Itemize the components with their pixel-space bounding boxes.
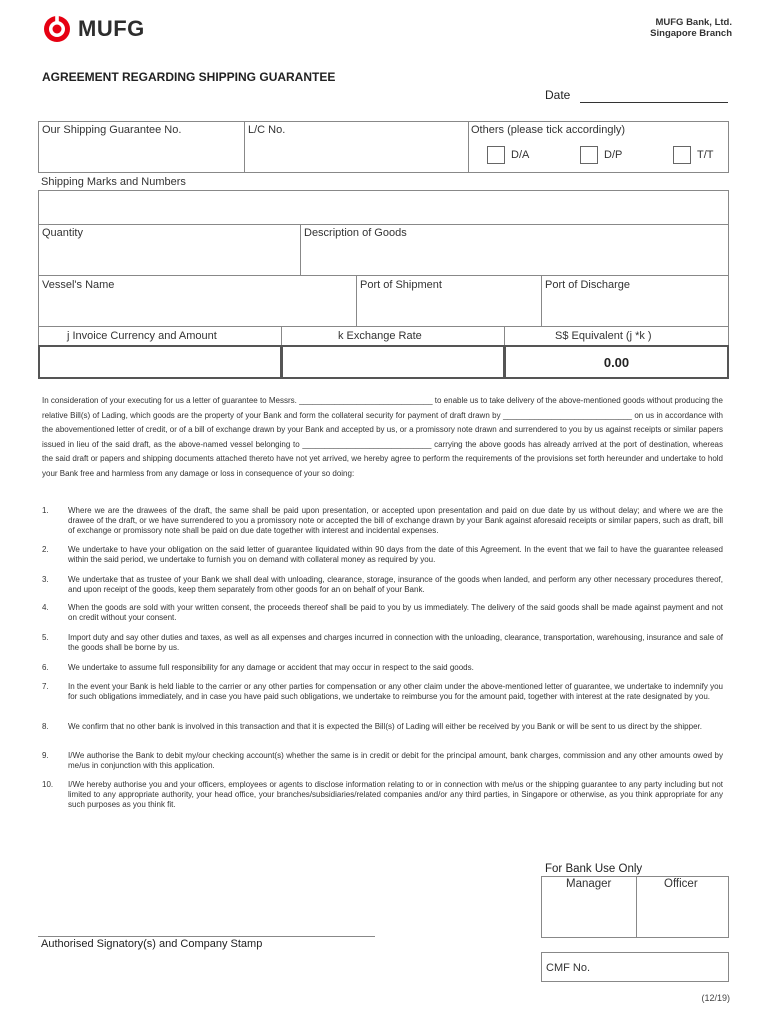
exchange-header [281, 326, 505, 346]
clause-item [42, 575, 723, 595]
invoice-label: j Invoice Currency and Amount [67, 330, 217, 342]
mufg-logo [42, 14, 172, 44]
clause-text: When the goods are sold with your written consent, the proceeds thereof shall be paid to you by us immediately. The delivery of the said goods shall be made against payment and not on credit without your consent. [68, 603, 723, 622]
description-label: Description of Goods [304, 227, 407, 239]
lc-no-label: L/C No. [248, 124, 286, 136]
vessel-field[interactable] [38, 275, 357, 327]
quantity-label: Quantity [42, 227, 83, 239]
description-field[interactable] [300, 224, 729, 276]
clause-item [42, 506, 723, 536]
manager-label: Manager [566, 878, 612, 890]
vessel-label: Vessel's Name [42, 279, 115, 291]
clause-number: 1. [42, 506, 49, 515]
dp-label: D/P [604, 149, 623, 161]
clause-number: 2. [42, 545, 49, 554]
sgd-value: 0.00 [603, 354, 630, 370]
clause-number: 5. [42, 633, 49, 642]
bank-use-label: For Bank Use Only [545, 863, 643, 875]
cmf-box[interactable] [541, 952, 729, 982]
clause-item [42, 751, 723, 771]
signatory-line[interactable] [38, 936, 375, 937]
clause-item [42, 603, 723, 623]
date-field[interactable] [580, 102, 728, 103]
invoice-value-field[interactable] [38, 345, 282, 379]
bank-name: MUFG Bank, Ltd. [655, 17, 732, 28]
clause-number: 9. [42, 751, 49, 760]
port-discharge-field[interactable] [541, 275, 729, 327]
cmf-label: CMF No. [546, 962, 590, 974]
da-checkbox[interactable] [487, 146, 505, 164]
clause-item [42, 780, 723, 810]
officer-label: Officer [664, 878, 698, 890]
clause-text: I/We authorise the Bank to debit my/our checking account(s) whether the same is in credit or debit for the principal amount, bank charges, commission and any other amounts owed by me/us in conjunction with this application. [68, 751, 723, 770]
clause-text: In the event your Bank is held liable to the carrier or any other parties for compensation or any other claim under the above-mentioned letter of guarantee, we undertake to indemnify you for such obligations immediately, and in case you have paid such obligations, we undertake to reimburse you for the amount paid, together with interest at the rate designated by you. [68, 682, 723, 701]
clause-text: We undertake to have your obligation on the said letter of guarantee liquidated within 90 days from the date of this Agreement. In the event that we fail to have the guarantee released within the said period, we undertake to furnish you on demand with collateral money as required by you. [68, 545, 723, 564]
clause-item [42, 633, 723, 653]
mufg-logo-icon [42, 14, 72, 44]
clause-number: 6. [42, 663, 49, 672]
date-label: Date [545, 88, 571, 102]
branch-info [650, 17, 732, 39]
signatory-label: Authorised Signatory(s) and Company Stamp [41, 938, 263, 950]
manager-box[interactable] [541, 876, 637, 938]
da-label: D/A [511, 149, 530, 161]
page-title: AGREEMENT REGARDING SHIPPING GUARANTEE [42, 70, 336, 84]
lc-no-field[interactable] [244, 121, 469, 173]
shipping-marks-field[interactable] [38, 190, 729, 225]
tt-checkbox[interactable] [673, 146, 691, 164]
clause-number: 8. [42, 722, 49, 731]
port-discharge-label: Port of Discharge [545, 279, 630, 291]
intro-paragraph: In consideration of your executing for us a letter of guarantee to Messrs. ______________________________ to enable us to take delivery of the above-mentioned goods without producing the relative Bill(s) of Lading, which goods are the property of your Bank and form the collateral security for payment of draft drawn by _____________________________ on us in accordance with the abovementioned letter of credit, or of a bill of exchange drawn by your Bank and accepted by us, or a promissory note drawn and surrendered to you by us against receipts or similar papers issued in lieu of the said draft, as the above-named vessel belonging to _____________________________ carrying the above goods has already arrived at the port of destination, whereas the said draft or papers and shipping documents attached thereto have not yet arrived, we hereby agree to perform the requirements of the provisions set forth hereunder and undertake to hold your Bank free and harmless from any damage or loss in consequence of your so doing: [42, 396, 723, 478]
dp-checkbox[interactable] [580, 146, 598, 164]
version-code: (12/19) [701, 993, 730, 1003]
port-shipment-field[interactable] [356, 275, 542, 327]
exchange-value-field[interactable] [281, 345, 505, 379]
clause-number: 4. [42, 603, 49, 612]
clause-text: We undertake that as trustee of your Bank we shall deal with unloading, clearance, storage, insurance of the goods when landed, and perform any other necessary procedures thereof, and upon receipt of the goods, keep them separately from other goods for an on behalf of your Bank. [68, 575, 723, 594]
clause-text: Import duty and say other duties and taxes, as well as all expenses and charges incurred in connection with the unloading, clearance, transportation, warehousing, insurance and sale of the goods shall be borne by us. [68, 633, 723, 652]
guarantee-no-field[interactable] [38, 121, 245, 173]
port-shipment-label: Port of Shipment [360, 279, 442, 291]
officer-box[interactable] [636, 876, 729, 938]
others-label: Others (please tick accordingly) [471, 124, 626, 136]
quantity-field[interactable] [38, 224, 301, 276]
exchange-label: k Exchange Rate [338, 330, 422, 342]
clause-text: Where we are the drawees of the draft, the same shall be paid upon presentation, or accepted upon presentation and paid on due date by us without delay; and where we are the drawee of the draft, or we have surrendered to you a promissory note or accepted the bill of exchange drawn by your Bank against aforesaid receipts or similar papers, such as draft, bill of exchange or promissory note shall be paid on due date together with interest and incidental expenses. [68, 506, 723, 535]
sgd-header [504, 326, 729, 346]
clause-number: 7. [42, 682, 49, 691]
clause-text: We confirm that no other bank is involved in this transaction and that it is expected the Bill(s) of Lading will either be received by you Bank or will be sent to us direct by the shipper. [68, 722, 702, 731]
shipping-marks-label: Shipping Marks and Numbers [41, 176, 186, 188]
clause-number: 3. [42, 575, 49, 584]
others-field [468, 121, 729, 173]
clause-text: We undertake to assume full responsibility for any damage or accident that may occur in respect to the said goods. [68, 663, 474, 672]
clause-item [42, 722, 723, 732]
clause-item [42, 545, 723, 565]
logo-text: MUFG [78, 16, 145, 41]
invoice-header [38, 326, 282, 346]
clause-number: 10. [42, 780, 54, 789]
tt-label: T/T [697, 149, 714, 161]
clause-item [42, 663, 723, 673]
clause-item [42, 682, 723, 702]
clause-text: I/We hereby authorise you and your officers, employees or agents to disclose information relating to or in connection with me/us or the shipping guarantee to any party including but not limited to any appropriate authority, your head office, your branches/subsidiaries/related companies and/or any third parties, in Singapore or otherwise, as you think appropriate for any such purposes as you think fit. [68, 780, 723, 809]
sgd-label: S$ Equivalent (j *k ) [555, 330, 652, 342]
branch-name: Singapore Branch [650, 28, 732, 39]
guarantee-no-label: Our Shipping Guarantee No. [42, 124, 182, 136]
sgd-value-field [504, 345, 729, 379]
